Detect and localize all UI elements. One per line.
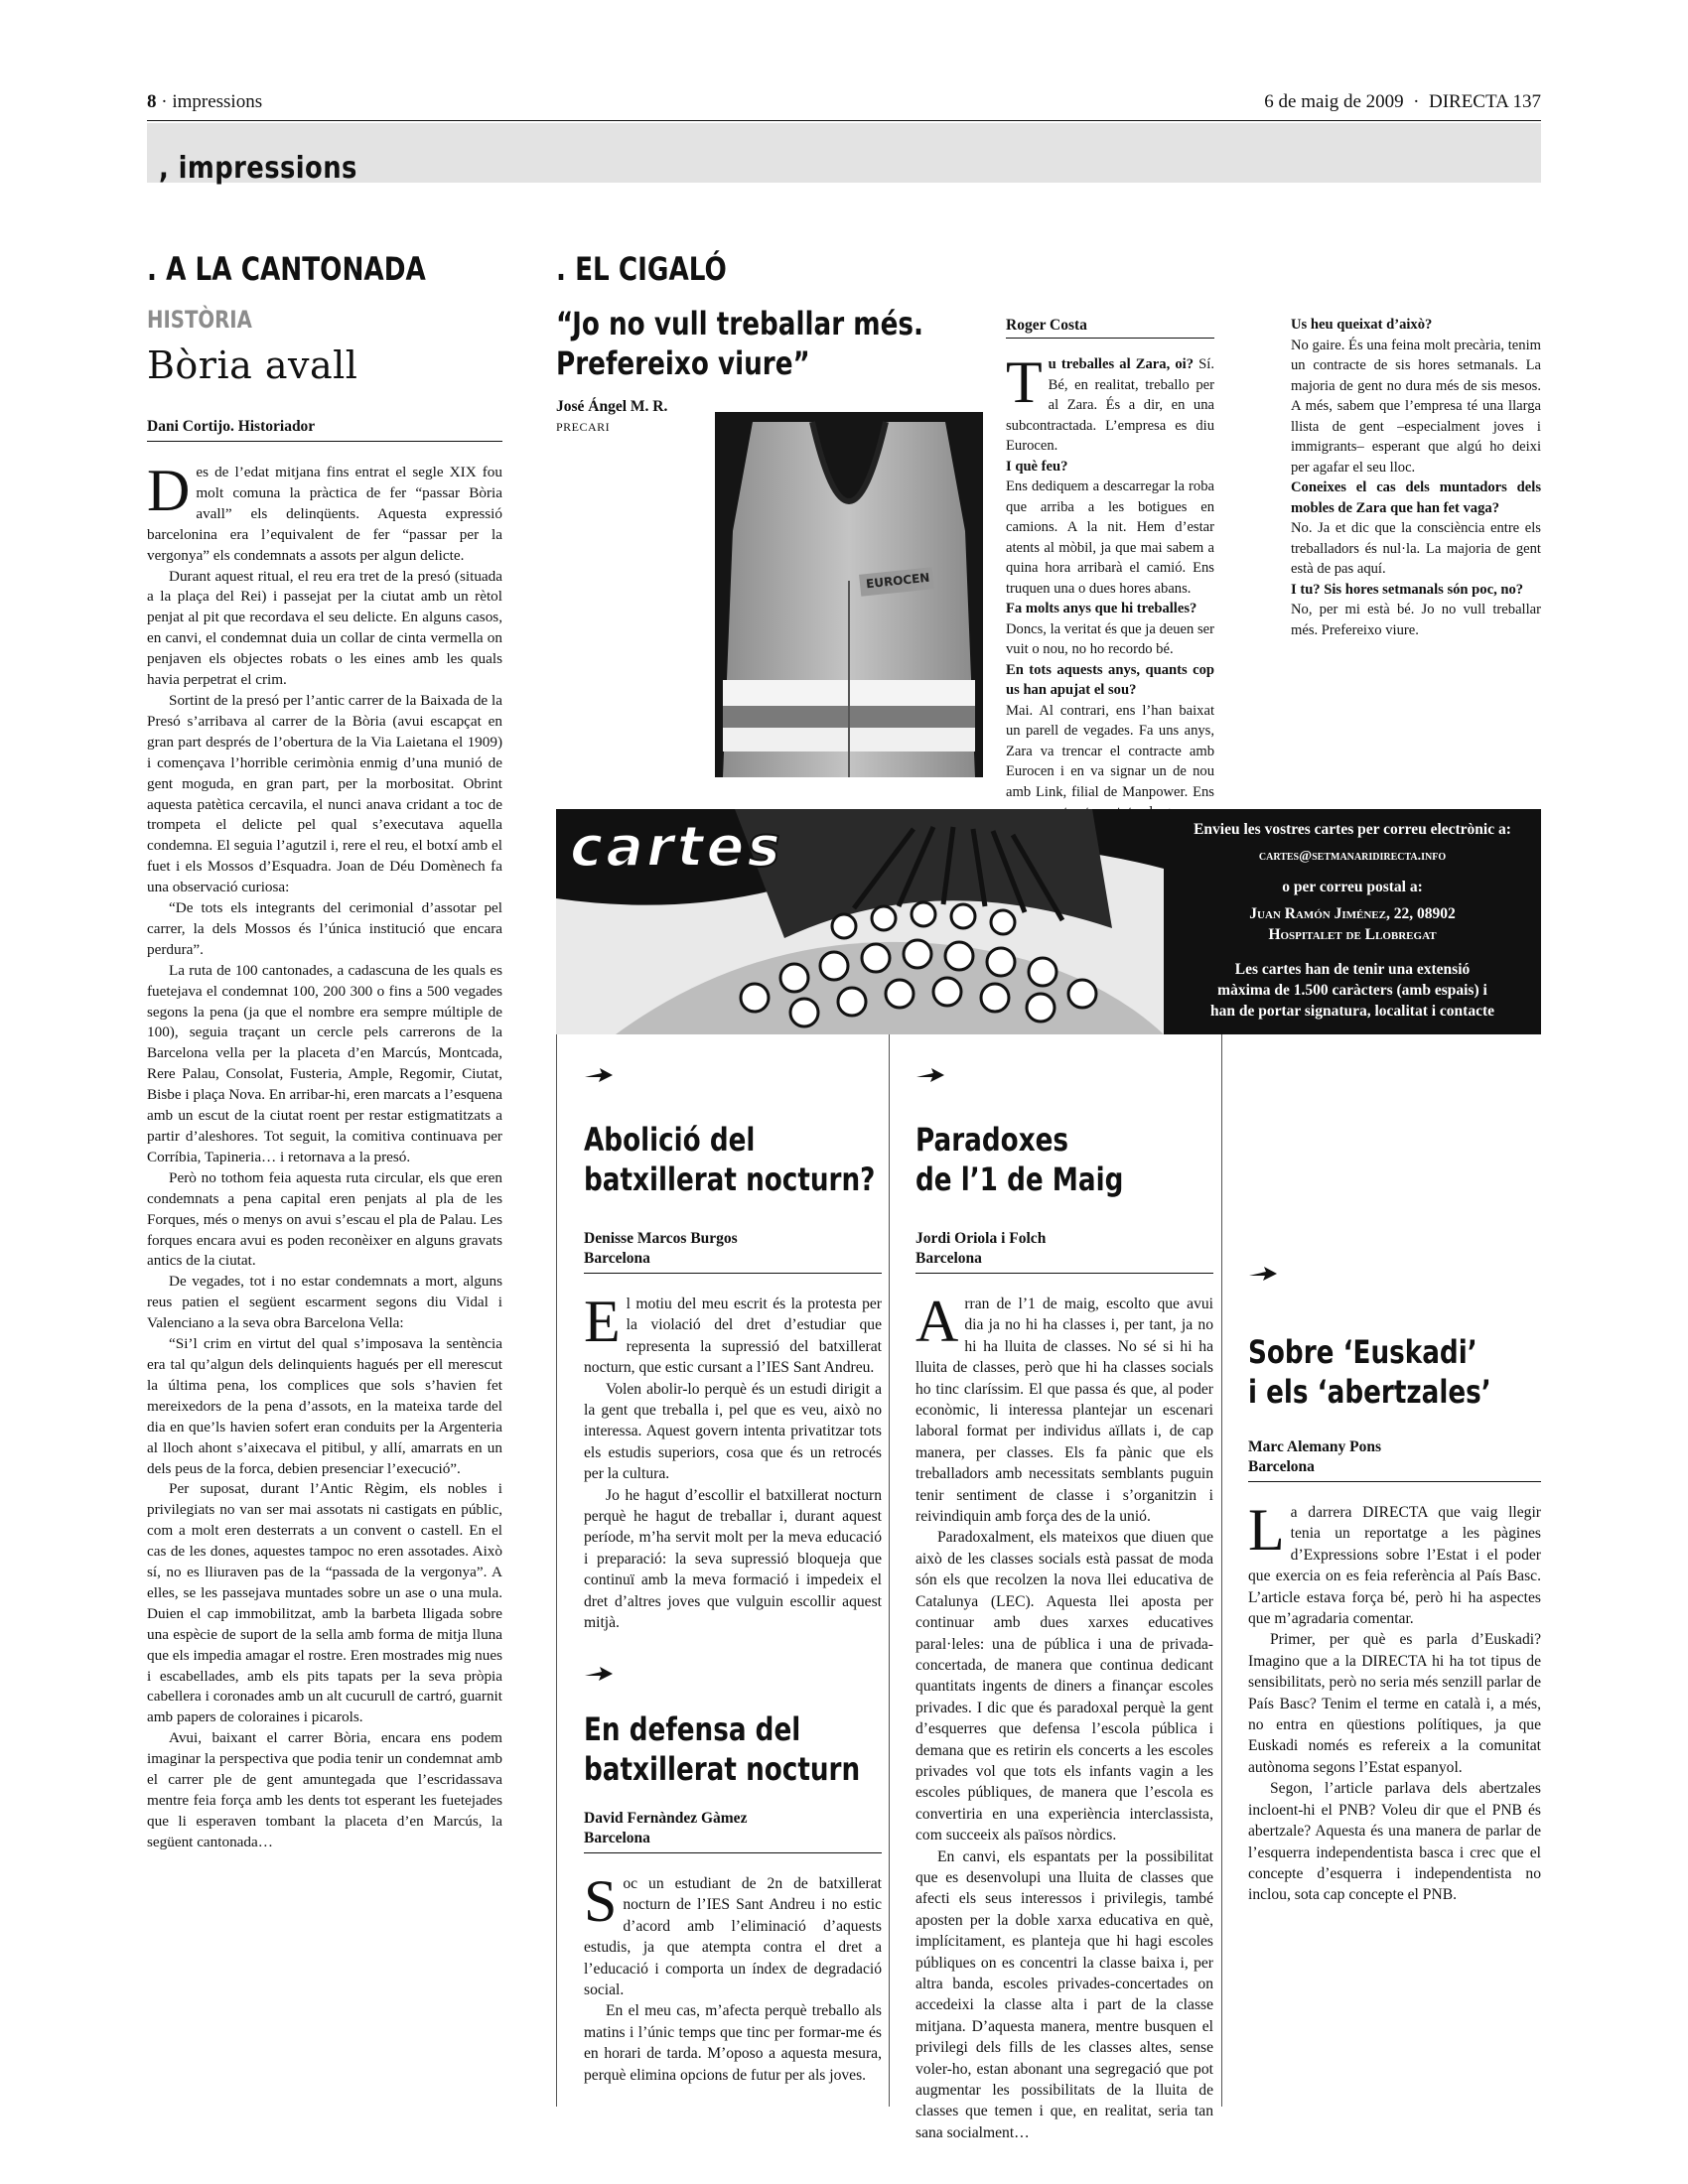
letter-title-line: En defensa del	[584, 1710, 801, 1748]
letter-3-body	[915, 1289, 1213, 2141]
column-divider	[889, 1034, 890, 2107]
vest-photo-illustration	[715, 412, 983, 777]
cantonada-paragraph: Durant aquest ritual, el reu era tret de la presó (situada a la plaça del Rei) i passejat per la ciutat amb un rètol penjat al pit que recordava el seu delicte. En alguns casos, en canvi, el condemnat duia un collar de cinta vermella on penjaven els objectes robats o les eines amb les quals havia perpetrat el crim.	[147, 567, 502, 689]
cantonada-kicker: HISTÒRIA	[147, 306, 252, 334]
letter-rule	[584, 1852, 882, 1853]
letter-author: Denisse Marcos Burgos	[584, 1230, 738, 1247]
letter-rule	[1248, 1481, 1541, 1482]
letter-3-byline	[915, 1229, 1046, 1269]
letter-paragraph: Volen abolir-lo perquè és un estudi dirigit a la gent que treballa i, pel que es veu, això no interessa. Aquest govern intenta privatitzar tots els estudis superiors, cosa que és un retrocés per la cultura.	[584, 1380, 882, 1483]
cartes-address-line: Hospitalet de Llobregat	[1268, 926, 1437, 943]
cantonada-paragraph: Però no tothom feia aquesta ruta circular, els que eren condemnats a pena capital eren penjats al pla de les Forques, més o menys on avui s’escau el pla de Palau. Les forques encara avui es poden reconèixer en alguns gravats antics de la ciutat.	[147, 1168, 502, 1270]
cantonada-paragraph: Per suposat, durant l’Antic Règim, els nobles i privilegiats no van ser mai assotats ni castigats en públic, com a molt eren desterrats a un convent o castell. En el cas de les dones, aquestes tampoc no eren assotades. Això sí, no es lliuraven pas de la “passada de la vergonya”. A elles, se les passejava muntades sobre un ase o una mula. Duien el cap immobilitzat, amb la barbeta lligada sobre una espècie de suport de la sella amb forma de mitja lluna que els impedia amagar el rostre. Eren mostrades mig nues i escabellades, amb els pits tapats per la seva pròpia cabellera i coronades amb un alt cucurull de cartró, guarnit amb papers de coloraines i picarols.	[147, 1480, 502, 1726]
cantonada-paragraph: Sortint de la presó per l’antic carrer de la Baixada de la Presó s’arribava al carrer de la Bòria (avui escapçat en gran part després de l’obertura de la Via Laietana el 1909) i començava l’horrible cerimònia enmig d’una munió de gent moguda, en gran part, per la morbositat. Obrint aquesta patètica cercavila, el nunci anava cridant a toc de trompeta el delicte pel qual s’executava aquella condemna. El seguia l’agutzil i, rere el reu, el botxí amb el fuet i els Mossos d’Esquadra. Joan de Déu Domènech fa una observació curiosa:	[147, 691, 502, 896]
section-band	[147, 123, 1541, 186]
letter-drop-cap: S	[584, 1868, 618, 1934]
cigalo-byline-name: José Ángel M. R.	[556, 398, 668, 415]
cantonada-drop-cap: D	[147, 458, 191, 523]
letter-drop-cap: E	[584, 1289, 621, 1354]
letter-arrow-icon	[915, 1067, 945, 1083]
letter-title-line: i els ‘abertzales’	[1248, 1373, 1491, 1411]
cigalo-title-line: Prefereixo viure”	[556, 344, 810, 382]
letter-2-title	[584, 1709, 860, 1789]
column-divider	[556, 1034, 557, 2107]
letter-title-line: batxillerat nocturn	[584, 1750, 861, 1788]
letter-title-line: Sobre ‘Euskadi’	[1248, 1333, 1477, 1371]
folio-section: impressions	[172, 91, 263, 112]
vest-logo-text: EUROCEN	[865, 570, 930, 592]
cigalo-title-line: “Jo no vull treballar més.	[556, 305, 924, 342]
typewriter-illustration	[556, 809, 1164, 1034]
interview-rule	[1006, 338, 1214, 339]
letter-place: Barcelona	[915, 1250, 982, 1267]
letter-title-line: de l’1 de Maig	[915, 1160, 1124, 1198]
cigalo-title	[556, 304, 923, 383]
interview-drop-cap: T	[1006, 349, 1043, 415]
cantonada-rule	[147, 441, 502, 442]
interview-answer: No. Ja et dic que la consciència entre els treballadors és nul·la. La majoria de gent està de pas aquí.	[1291, 520, 1541, 577]
page-number: 8	[147, 91, 157, 112]
letter-paragraph: Primer, per què es parla d’Euskadi? Imagino que a la DIRECTA hi ha tot tipus de sensibilitats, però no seria més senzill parlar de País Basc? Tenim el terme en català i, a més, no entra en qüestions polítiques, ja que Euskadi només es refereix a la comunitat autònoma segons l’Estat espanyol.	[1248, 1631, 1541, 1776]
interview-answer: Ens dediquem a descarregar la roba que arriba a les botigues en camions. A la nit. Hem d’estar atents al mòbil, ja que mai sabem a quina hora arribarà el camió. Ens truquen una o dues hores abans.	[1006, 478, 1214, 597]
cartes-email-intro: Envieu les vostres cartes per correu electrònic a:	[1194, 821, 1511, 838]
letter-2-body	[584, 1868, 882, 2112]
letter-4-body	[1248, 1497, 1541, 1939]
letter-1-title	[584, 1120, 875, 1199]
cigalo-byline	[556, 397, 667, 437]
interview-question: Coneixes el cas dels muntadors dels mobles de Zara que han fet vaga?	[1291, 479, 1541, 516]
cantonada-title: Bòria avall	[147, 343, 358, 387]
issue-date: 6 de maig de 2009	[1264, 91, 1404, 112]
interview-col-2	[1291, 315, 1541, 771]
interview-question: I tu? Sis hores setmanals són poc, no?	[1291, 581, 1524, 598]
cantonada-quote: “De tots els integrants del cerimonial d’assotar pel carrer, la dels Mossos és l’única institució que encara perdura”.	[147, 899, 502, 958]
letter-paragraph: oc un estudiant de 2n de batxillerat nocturn de l’IES Sant Andreu i no estic d’acord amb l’eliminació d’aquests estudis, ja que atempta contra el dret a l’educació i comporta un índex de degradació social.	[584, 1875, 882, 1999]
letter-4-title	[1248, 1332, 1491, 1412]
page-folio	[147, 87, 1541, 121]
letter-place: Barcelona	[584, 1250, 650, 1267]
cantonada-paragraph: es de l’edat mitjana fins entrat el segle XIX fou molt comuna la pràctica de fer “passar Bòria avall” els delinqüents. Aquesta expressió barcelonina era l’equivalent de fer “passar per la vergonya” els condemnats a assots per algun delicte.	[147, 464, 502, 564]
cantonada-quote: “Si’l crim en virtut del qual s’imposava la sentència era tal qu’algun dels delinquients hagués per ell merescut la última pena, los complices que sols s’havien fet mereixedors de la pena d’assots, en la mateixa tarde del dia en que’ls havien sofert eran conduits per la Argenteria al lloch ahont s’aixecava el pitibul, y allí, amarrats en un dels peus de la forca, debien presenciar l’execució”.	[147, 1335, 502, 1477]
interview-question: u treballes al Zara, oi?	[1048, 356, 1195, 372]
letter-2-byline	[584, 1809, 747, 1848]
interview-answer: No gaire. És una feina molt precària, tenim un contracte de sis hores setmanals. La majoria de gent no dura més de sis mesos. A més, sabem que l’empresa té una llarga llista de gent –especialment joves i immigrants– esperant que algú ho deixi per agafar el seu lloc.	[1291, 337, 1541, 476]
cantonada-section-head: . A LA CANTONADA	[147, 250, 426, 288]
section-band-title: , impressions	[159, 151, 357, 186]
letter-paragraph: Paradoxalment, els mateixos que diuen que això de les classes socials està passat de moda són els que recolzen la nova llei educativa de Catalunya (LEC). Aquesta llei aposta per continuar amb dues xarxes educatives paral·leles: una de pública i una de privada-concertada, de manera que continua dedicant quantitats ingents de diners a finançar escoles privades. I dic que és paradoxal perquè la gent d’esquerres que defensa l’escola pública i demana que es retirin els concerts a les escoles privades vol que tots els infants vagin a les escoles públiques, de manera que l’escola es convertiria en una experiència interclassista, com succeeix als països nòrdics.	[915, 1529, 1213, 1844]
letter-title-line: batxillerat nocturn?	[584, 1160, 876, 1198]
interview-answer: Sí. Bé, en realitat, treballo per al Zara. És a dir, en una subcontractada. L’empresa es diu Eurocen.	[1006, 356, 1214, 454]
letter-paragraph: rran de l’1 de maig, escolto que avui dia ja no hi ha classes i, per tant, ja no hi ha lluita de classes. No sé si hi ha lluita de classes, però que hi ha classes socials ho tinc claríssim. El que passa és que, al poder econòmic, li interessa plantejar un escenari laboral format per individus aïllats i, de cap manera, per classes. Els fa pànic que els treballadors amb necessitats semblants puguin tenir sentiment de classe i s’organitzin i reivindiquin amb força des de la unió.	[915, 1296, 1213, 1526]
letter-arrow-icon	[584, 1666, 614, 1682]
cigalo-section-head: . EL CIGALÓ	[556, 250, 727, 288]
cartes-email[interactable]: cartes@setmanaridirecta.info	[1258, 849, 1447, 864]
letter-place: Barcelona	[1248, 1458, 1315, 1475]
cigalo-byline-role: PRECARI	[556, 420, 611, 434]
letter-rule	[584, 1273, 882, 1274]
cartes-wordmark: cartes	[570, 815, 783, 880]
interviewer-byline: Roger Costa	[1006, 317, 1087, 334]
letter-place: Barcelona	[584, 1830, 650, 1846]
cantonada-paragraph: La ruta de 100 cantonades, a cadascuna de les quals es fuetejava el condemnat 100, 200 300 o fins a 500 vegades segons la pena (ja que el nombre era sempre múltiple de 100), seguia traçant un cercle pels carrerons de la Barcelona vella per la placeta d’en Marcús, Montcada, Rere Palau, Consolat, Fusteria, Ample, Regomir, Ciutat, Bisbe i plaça Nova. En arribar-hi, eren marcats a l’esquena amb un escut de la ciutat roent per restar estigmatitzats a partir d’aleshores. Tot seguit, la comitiva continuava per Corríbia, Tapineria… i retornava a la presó.	[147, 961, 502, 1165]
letter-paragraph: Segon, l’article parlava dels abertzales incloent-hi el PNB? Voleu dir que el PNB és abertzale? Aquesta és una manera de parlar de l’esquerra independentista basca i crec que el concepte d’esquerra i independentista no inclou, sota cap concepte el PNB.	[1248, 1780, 1541, 1904]
folio-right: 6 de maig de 2009 · DIRECTA 137	[1264, 91, 1541, 112]
interview-question: I què feu?	[1006, 458, 1068, 475]
letter-author: David Fernàndez Gàmez	[584, 1810, 748, 1827]
interview-answer: Doncs, la veritat és que ja deuen ser vuit o nou, no ho recordo bé.	[1006, 620, 1214, 657]
interview-col-1	[1006, 349, 1214, 800]
letter-title-line: Abolició del	[584, 1121, 756, 1159]
letter-paragraph: Jo he hagut d’escollir el batxillerat nocturn perquè he hagut de treballar i, durant aquest període, m’ha servit molt per la meva educació i preparació: la seva supressió bloqueja que continuï amb la meva formació i impedeix el dret d’altres joves que vulguin escollir aquest mitjà.	[584, 1486, 882, 1632]
letter-arrow-icon	[584, 1067, 614, 1083]
letter-paragraph: En el meu cas, m’afecta perquè treballo als matins i l’únic temps que tinc per formar-me és en horari de tarda. M’oposo a aquesta mesura, perquè elimina opcions de futur per als joves.	[584, 2002, 882, 2084]
letter-drop-cap: L	[1248, 1497, 1285, 1563]
letter-author: Jordi Oriola i Folch	[915, 1230, 1047, 1247]
cartes-rules-line: han de portar signatura, localitat i contacte	[1209, 1003, 1494, 1020]
letter-title-line: Paradoxes	[915, 1121, 1069, 1159]
cartes-postal-intro: o per correu postal a:	[1282, 879, 1423, 895]
folio-left: 8 · impressions	[147, 91, 263, 112]
interview-question: Fa molts anys que hi treballes?	[1006, 601, 1197, 616]
letter-3-title	[915, 1120, 1123, 1199]
cantonada-body	[147, 458, 502, 2111]
issue-number: DIRECTA 137	[1428, 91, 1541, 112]
interview-answer: Mai. Al contrari, ens l’han baixat un parell de vegades. Fa uns anys, Zara va trencar el contracte amb Eurocen i en va signar un de nou amb Link, filial de Manpower. Ens	[1006, 702, 1214, 800]
interview-question: En tots aquests anys, quants cop us han apujat el sou?	[1006, 661, 1214, 698]
cantonada-byline: Dani Cortijo. Historiador	[147, 418, 316, 435]
vest-photo	[715, 412, 983, 777]
cartes-address-line: Juan Ramón Jiménez, 22, 08902	[1249, 905, 1456, 922]
cartes-submission-info	[1164, 809, 1541, 1034]
interview-answer: No, per mi està bé. Jo no vull treballar més. Prefereixo viure.	[1291, 602, 1541, 638]
letter-drop-cap: A	[915, 1289, 959, 1354]
letter-arrow-icon	[1248, 1266, 1278, 1282]
letter-1-body	[584, 1289, 882, 1651]
letter-paragraph: l motiu del meu escrit és la protesta per la violació del dret d’estudiar que representa la supressió del batxillerat nocturn, que estic cursant a l’IES Sant Andreu.	[584, 1296, 882, 1377]
cantonada-paragraph: Avui, baixant el carrer Bòria, encara ens podem imaginar la perspectiva que podia tenir un condemnat amb el carrer ple de gent amuntegada que l’escridassava mentre feia força amb les dents tot esperant les fuetejades que li esperaven tombant la placeta d’en Marcús, la següent cantonada…	[147, 1729, 502, 1850]
letter-1-byline	[584, 1229, 738, 1269]
cartes-rules-line: Les cartes han de tenir una extensió	[1234, 961, 1471, 978]
interview-question: Us heu queixat d’això?	[1291, 317, 1433, 333]
cartes-rules-line: màxima de 1.500 caràcters (amb espais) i	[1217, 982, 1487, 999]
cantonada-paragraph: De vegades, tot i no estar condemnats a mort, alguns reus patien el següent escarment segons diu Vidal i Valenciano a la seva obra Barcelona Vella:	[147, 1273, 502, 1332]
letter-4-byline	[1248, 1437, 1381, 1477]
column-divider	[1221, 1034, 1222, 2107]
letter-paragraph: a darrera DIRECTA que vaig llegir tenia un reportatge a les pàgines d’Expressions sobre l’Estat i el poder que exercia on es feia referència al País Basc. L’article estava força bé, però hi ha aspectes que m’agradaria comentar.	[1248, 1504, 1541, 1628]
cartes-banner	[556, 809, 1541, 1034]
letter-rule	[915, 1273, 1213, 1274]
letter-author: Marc Alemany Pons	[1248, 1438, 1382, 1455]
letter-paragraph: En canvi, els espantats per la possibilitat que es desenvolupi una lluita de classes que afecti els seus interessos i privilegis, també aposten per la doble xarxa educativa en què, implícitament, es planteja que hi hagi escoles públiques on es concentri la classe baixa i, per altra banda, escoles privades-concertades on accedeixi la classe alta i part de la classe mitjana. D’aquesta manera, mentre busquen el privilegi dels fills de les classes altes, sense voler-ho, estan abonant una segregació que pot augmentar les possibilitats de la lluita de classes que temen i que, en realitat, seria tan sana socialment…	[915, 1847, 1213, 2141]
